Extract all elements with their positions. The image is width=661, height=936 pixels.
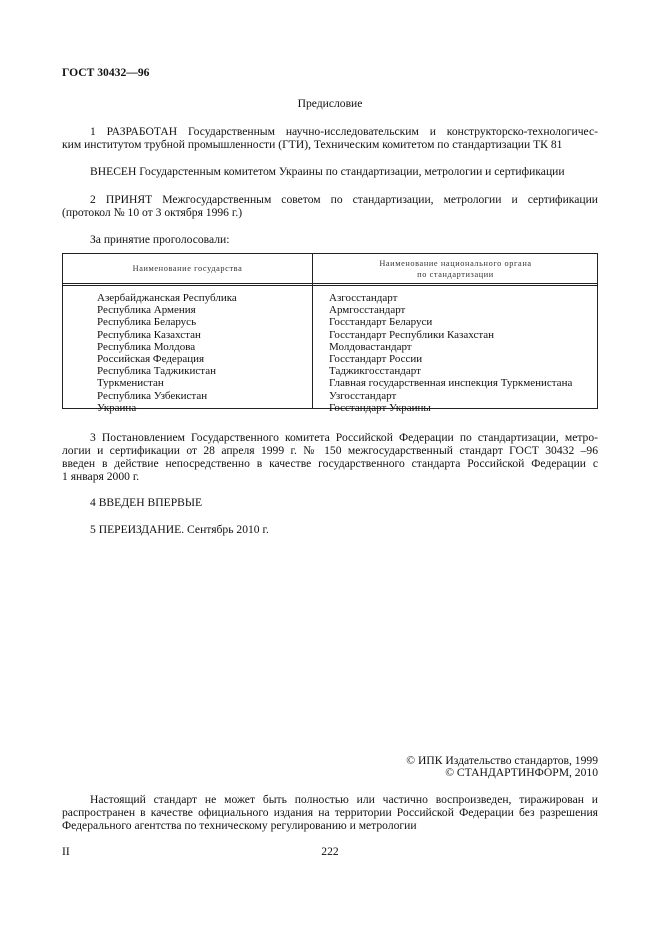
state-name: Республика Узбекистан xyxy=(97,389,208,402)
header-state: Наименование государства xyxy=(132,264,243,273)
header-national-body-line: Наименование национального органа xyxy=(379,258,532,268)
national-body-name: Госстандарт России xyxy=(329,353,423,366)
state-name: Республика Молдова xyxy=(97,340,196,353)
copyright-line: © СТАНДАРТИНФОРМ, 2010 xyxy=(445,766,598,779)
notice-line: Федерального агентства по техническому регулированию и метрологии xyxy=(62,819,417,832)
national-body-name: Узгосстандарт xyxy=(329,389,397,402)
notice-line: распространен в качестве официального издания на территории Российской Федерации без разрешения xyxy=(62,806,598,819)
copyright-line: © ИПК Издательство стандартов, 1999 xyxy=(406,754,598,767)
state-name: Республика Таджикистан xyxy=(97,365,216,378)
state-name: Украина xyxy=(97,401,137,414)
paragraph-2-line: 2 ПРИНЯТ Межгосударственным советом по стандартизации, метрологии и сертификации xyxy=(90,193,598,206)
vote-label: За принятие проголосовали: xyxy=(90,233,230,246)
national-body-name: Армгосстандарт xyxy=(329,304,406,317)
footer-roman-page: II xyxy=(62,845,70,858)
national-body-name: Главная государственная инспекция Туркменистана xyxy=(329,377,573,390)
document-id: ГОСТ 30432—96 xyxy=(62,66,150,79)
state-name: Республика Беларусь xyxy=(97,316,197,329)
national-body-name: Таджикгосстандарт xyxy=(329,365,421,378)
national-body-name: Азгосстандарт xyxy=(329,292,398,304)
national-body-name: Госстандарт Украины xyxy=(329,401,431,414)
state-name: Азербайджанская Республика xyxy=(97,292,237,304)
paragraph-3-line: 1 января 2000 г. xyxy=(62,470,140,483)
paragraph-4: 4 ВВЕДЕН ВПЕРВЫЕ xyxy=(90,496,203,509)
national-body-name: Госстандарт Республики Казахстан xyxy=(329,328,495,341)
voting-table xyxy=(62,253,598,414)
section-title: Предисловие xyxy=(297,97,363,110)
paragraph-1-line: ким институтом трубной промышленности (ГТИ), Техническим комитетом по стандартизации ТК 81 xyxy=(62,138,563,151)
states-column xyxy=(97,292,237,414)
paragraph-3-line: логии и сертификации от 28 апреля 1999 г. № 150 межгосударственный стандарт ГОСТ 30432 –96 xyxy=(62,444,598,457)
state-name: Туркменистан xyxy=(97,377,164,390)
paragraph-5: 5 ПЕРЕИЗДАНИЕ. Сентябрь 2010 г. xyxy=(90,523,269,536)
national-body-name: Госстандарт Беларуси xyxy=(329,316,433,329)
paragraph-3-line: введен в действие непосредственно в качестве государственного стандарта Российской Федерации с xyxy=(62,457,598,470)
paragraph-2-line: (протокол № 10 от 3 октября 1996 г.) xyxy=(62,206,243,219)
header-national-body-line: по стандартизации xyxy=(417,269,494,279)
state-name: Республика Казахстан xyxy=(97,328,201,341)
state-name: Республика Армения xyxy=(97,304,196,317)
paragraph-vnesen: ВНЕСЕН Государстенным комитетом Украины по стандартизации, метрологии и сертификации xyxy=(90,165,565,178)
notice-line: Настоящий стандарт не может быть полностью или частично воспроизведен, тиражирован и xyxy=(90,793,598,806)
header-national-body xyxy=(313,254,598,283)
paragraph-3-line: 3 Постановлением Государственного комитета Российской Федерации по стандартизации, метро- xyxy=(90,431,598,444)
paragraph-1-line: 1 РАЗРАБОТАН Государственным научно-исследовательским и конструкторско-технологичес- xyxy=(90,125,598,138)
footer-page-number: 222 xyxy=(321,845,339,858)
national-body-name: Молдовастандарт xyxy=(329,340,412,353)
bodies-column xyxy=(329,292,572,414)
state-name: Российская Федерация xyxy=(97,353,205,366)
